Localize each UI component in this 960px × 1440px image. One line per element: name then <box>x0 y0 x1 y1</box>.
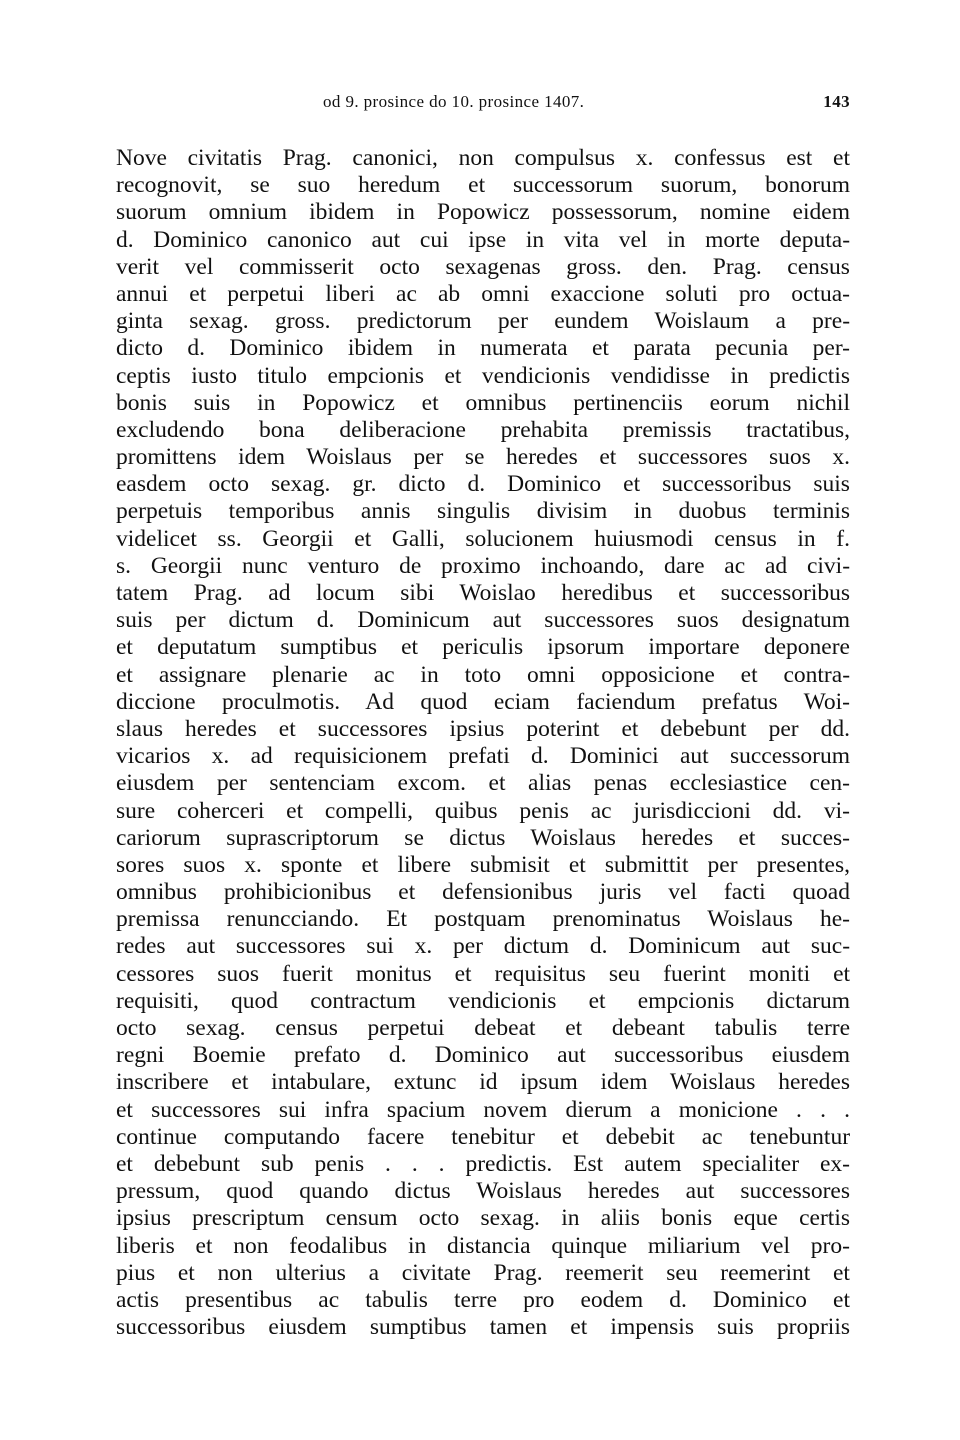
page-number: 143 <box>823 92 850 111</box>
text-line: perpetuis temporibus annis singulis divisim in duobus terminis <box>116 498 850 525</box>
text-line: bonis suis in Popowicz et omnibus pertinenciis eorum nichil <box>116 389 850 416</box>
text-line: ceptis iusto titulo empcionis et vendicionis vendidisse in predictis <box>116 362 850 389</box>
text-line: et successores sui infra spacium novem dierum a monicione . . . <box>116 1096 850 1123</box>
text-line: actis presentibus ac tabulis terre pro eodem d. Dominico et <box>116 1286 850 1313</box>
text-line: et assignare plenarie ac in toto omni opposicione et contra- <box>116 661 851 688</box>
text-line: diccione proculmotis. Ad quod eciam faciendum prefatus Woi- <box>116 688 851 715</box>
text-line: easdem octo sexag. gr. dicto d. Dominico et successoribus suis <box>116 471 850 498</box>
text-line: octo sexag. census perpetui debeat et debeant tabulis terre <box>116 1015 851 1041</box>
text-line: annui et perpetui liberi ac ab omni exaccione soluti pro octua- <box>116 280 850 307</box>
text-line: omnibus prohibicionibus et defensionibus juris vel facti quoad <box>116 879 850 906</box>
text-line: ipsius prescriptum censum octo sexag. in aliis bonis eque certis <box>116 1205 850 1232</box>
text-line: suorum omnium ibidem in Popowicz possessorum, nomine eidem <box>116 199 850 226</box>
text-line: slaus heredes et successores ipsius poterint et debebunt per dd. <box>116 715 850 742</box>
text-line: verit vel commisserit octo sexagenas gross. den. Prag. census <box>116 253 850 280</box>
text-line: d. Dominico canonico aut cui ipse in vita vel in morte deputa- <box>116 226 851 253</box>
text-line: pius et non ulterius a civitate Prag. reemerit seu reemerint et <box>116 1259 850 1286</box>
text-line: regni Boemie prefato d. Dominico aut successoribus eiusdem <box>116 1042 850 1069</box>
text-line: recognovit, se suo heredum et successorum suorum, bonorum <box>116 172 850 199</box>
text-line: vicarios x. ad requisicionem prefati d. Dominici aut successorum <box>116 743 851 770</box>
text-line: continue computando facere tenebitur et debebit ac tenebuntur <box>116 1123 851 1150</box>
text-line: s. Georgii nunc venturo de proximo inchoando, dare ac ad civi- <box>116 552 851 579</box>
text-line: promittens idem Woislaus per se heredes et successores suos x. <box>116 444 851 471</box>
text-line: requisiti, quod contractum vendicionis et empcionis dictarum <box>116 987 851 1014</box>
text-line: inscribere et intabulare, extunc id ipsum idem Woislaus heredes <box>116 1069 850 1096</box>
text-line: et deputatum sumptibus et periculis ipsorum importare deponere <box>116 634 850 661</box>
body-text <box>116 145 850 1341</box>
text-line: pressum, quod quando dictus Woislaus heredes aut successores <box>116 1178 851 1205</box>
text-line: premissa renuncciando. Et postquam prenominatus Woislaus he- <box>116 906 850 933</box>
text-line: Nove civitatis Prag. canonici, non compulsus x. confessus est et <box>116 145 851 171</box>
text-line: et debebunt sub penis . . . predictis. Est autem specialiter ex- <box>116 1150 850 1177</box>
text-line: cariorum suprascriptorum se dictus Woislaus heredes et succes- <box>116 824 850 851</box>
text-line: ginta sexag. gross. predictorum per eundem Woislaum a pre- <box>116 308 851 335</box>
text-line: cessores suos fuerit monitus et requisitus seu fuerint moniti et <box>116 960 851 987</box>
text-line: tatem Prag. ad locum sibi Woislao heredibus et successoribus <box>116 580 851 606</box>
running-title: od 9. prosince do 10. prosince 1407. <box>323 92 585 111</box>
text-line: excludendo bona deliberacione prehabita premissis tractatibus, <box>116 416 850 443</box>
text-line: liberis et non feodalibus in distancia quinque miliarium vel pro- <box>116 1232 850 1259</box>
text-line: videlicet ss. Georgii et Galli, solucionem huiusmodi census in f. <box>116 525 850 552</box>
text-line: eiusdem per sentenciam excom. et alias penas ecclesiastice cen- <box>116 770 850 797</box>
text-line: dicto d. Dominico ibidem in numerata et parata pecunia per- <box>116 335 851 362</box>
text-line: sure coherceri et compelli, quibus penis ac jurisdiccioni dd. vi- <box>116 797 850 824</box>
text-line: successoribus eiusdem sumptibus tamen et impensis suis propriis <box>116 1314 851 1341</box>
text-line: sores suos x. sponte et libere submisit et submittit per presentes, <box>116 851 850 878</box>
running-header <box>116 88 850 116</box>
text-line: redes aut successores sui x. per dictum d. Dominicum aut suc- <box>116 933 851 960</box>
text-line: suis per dictum d. Dominicum aut successores suos designatum <box>116 607 851 634</box>
